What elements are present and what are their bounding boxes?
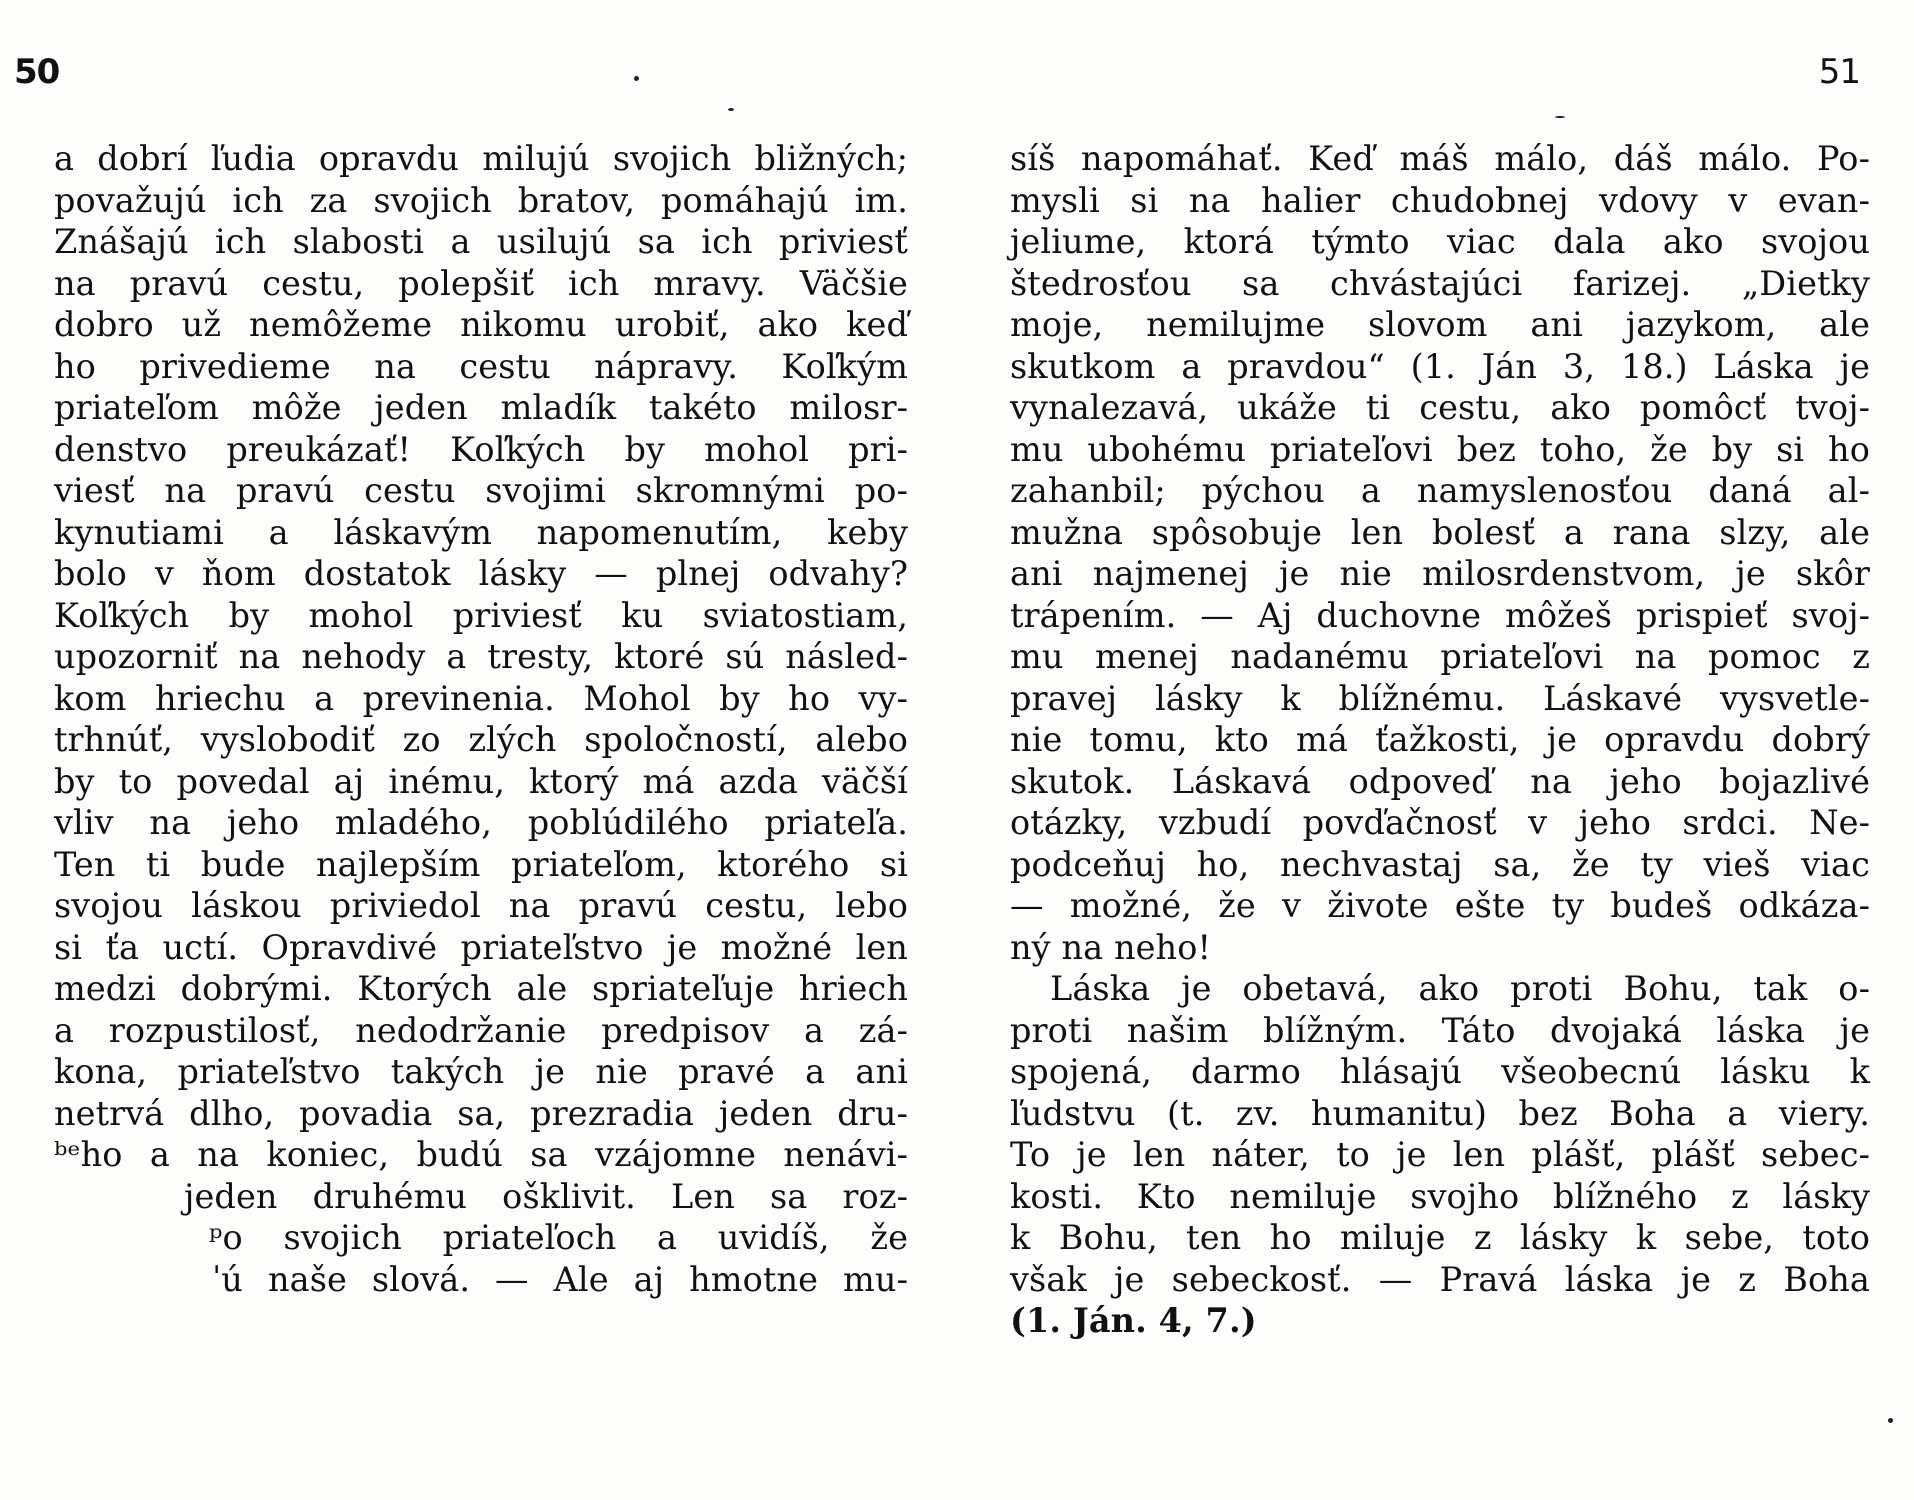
text-line: mysli si na halier chudobnej vdovy v evan-: [1010, 180, 1870, 220]
text-line: kynutiami a láskavým napomenutím, keby: [54, 512, 908, 552]
text-line: dobro už nemôžeme nikomu urobiť, ako keď: [54, 305, 908, 344]
text-line: ani najmenej je nie milosrdenstvom, je skôr: [1010, 554, 1870, 593]
text-line: skutkom a pravdou“ (1. Ján 3, 18.) Láska je: [1010, 346, 1870, 386]
text-line: mužna spôsobuje len bolesť a rana slzy, ale: [1010, 512, 1870, 552]
text-line: Koľkých by mohol priviesť ku sviatostiam,: [54, 595, 908, 635]
text-line: denstvo preukázať! Koľkých by mohol pri-: [54, 429, 908, 469]
text-line: mu menej nadanému priateľovi na pomoc z: [1010, 637, 1870, 676]
text-line: kom hriechu a previnenia. Mohol by ho vy-: [54, 678, 908, 718]
text-line: svojou láskou priviedol na pravú cestu, lebo: [54, 886, 908, 925]
text-line: otázky, vzbudí povďačnosť v jeho srdci. Ne-: [1010, 803, 1870, 842]
page-number-right: 51: [1818, 52, 1860, 92]
text-line: k Bohu, ten ho miluje z lásky k sebe, toto: [1010, 1218, 1870, 1257]
text-line: by to povedal aj inému, ktorý má azda väčší: [54, 761, 908, 801]
text-line: pravej lásky k blížnému. Láskavé vysvetle-: [1010, 678, 1870, 718]
text-line: nie tomu, kto má ťažkosti, je opravdu dobrý: [1010, 720, 1870, 759]
text-line: skutok. Láskavá odpoveď na jeho bojazlivé: [1010, 761, 1870, 801]
text-line: jeliume, ktorá týmto viac dala ako svojou: [1010, 222, 1870, 261]
text-line: mu ubohému priateľovi bez toho, že by si ho: [1010, 429, 1870, 469]
text-line: spojená, darmo hlásajú všeobecnú lásku k: [1010, 1052, 1870, 1091]
text-line: a dobrí ľudia opravdu milujú svojich bližných;: [54, 139, 908, 178]
text-line: trápením. — Aj duchovne môžeš prispieť svoj-: [1010, 595, 1870, 635]
text-line: medzi dobrými. Ktorých ale spriateľuje hriech: [54, 969, 908, 1008]
left-page-text: [54, 138, 908, 1300]
text-line: — možné, že v živote ešte ty budeš odkáza-: [1010, 886, 1870, 925]
text-line: Láska je obetavá, ako proti Bohu, tak o-: [1050, 969, 1870, 1008]
text-line: podceňuj ho, nechvastaj sa, že ty vieš viac: [1010, 844, 1870, 884]
text-line: Ten ti bude najlepším priateľom, ktorého si: [54, 844, 908, 884]
text-line: ný na neho!: [1010, 927, 1212, 967]
text-line: ˈú naše slová. — Ale aj hmotne mu-: [212, 1259, 908, 1299]
text-line: priateľom môže jeden mladík takéto milosr-: [54, 388, 908, 427]
scan-speck: [1555, 116, 1565, 118]
text-line: vliv na jeho mladého, poblúdilého priateľa.: [54, 803, 908, 842]
text-line: na pravú cestu, polepšiť ich mravy. Väčšie: [54, 263, 908, 303]
text-line: a rozpustilosť, nedodržanie predpisov a zá-: [54, 1010, 908, 1050]
text-line: ľudstvu (t. zv. humanitu) bez Boha a viery.: [1010, 1093, 1870, 1133]
text-line: považujú ich za svojich bratov, pomáhajú im.: [54, 180, 908, 220]
text-line: proti našim blížným. Táto dvojaká láska je: [1010, 1010, 1870, 1050]
text-line: kosti. Kto nemiluje svojho blížného z lásky: [1010, 1176, 1870, 1216]
text-line: upozorniť na nehody a tresty, ktoré sú násled-: [54, 637, 908, 676]
text-line: Znášajú ich slabosti a usilujú sa ich priviesť: [54, 222, 908, 261]
text-line: netrvá dlho, povadia sa, prezradia jeden dru-: [54, 1093, 908, 1133]
text-line: ᵇᵉho a na koniec, budú sa vzájomne nenávi-: [54, 1135, 908, 1174]
text-line: ho privedieme na cestu nápravy. Koľkým: [54, 346, 908, 386]
text-line: vynalezavá, ukáže ti cestu, ako pomôcť tvoj-: [1010, 388, 1870, 427]
right-page-text: [1010, 138, 1870, 1342]
text-line: (1. Ján. 4, 7.): [1010, 1301, 1257, 1340]
text-line: jeden druhému ošklivit. Len sa roz-: [184, 1176, 908, 1216]
text-line: kona, priateľstvo takých je nie pravé a ani: [54, 1052, 908, 1091]
scan-speck: [634, 76, 639, 81]
text-line: trhnúť, vyslobodiť zo zlých spoločností, alebo: [54, 720, 908, 759]
text-line: však je sebeckosť. — Pravá láska je z Boha: [1010, 1259, 1870, 1299]
text-line: si ťa uctí. Opravdivé priateľstvo je možné len: [54, 927, 908, 967]
text-line: To je len náter, to je len plášť, plášť sebec-: [1010, 1135, 1870, 1174]
text-line: moje, nemilujme slovom ani jazykom, ale: [1010, 305, 1870, 344]
text-line: zahanbil; pýchou a namyslenosťou daná al-: [1010, 471, 1870, 510]
scan-speck: [1888, 1418, 1893, 1423]
text-line: štedrosťou sa chvástajúci farizej. „Dietky: [1010, 263, 1870, 303]
text-line: viesť na pravú cestu svojimi skromnými po-: [54, 471, 908, 510]
text-line: ᵖo svojich priateľoch a uvidíš, že: [209, 1218, 908, 1257]
text-line: bolo v ňom dostatok lásky — plnej odvahy?: [54, 554, 908, 593]
page-number-left: 50: [14, 52, 60, 92]
text-line: síš napomáhať. Keď máš málo, dáš málo. Po-: [1010, 139, 1870, 178]
scan-speck: [728, 108, 734, 111]
